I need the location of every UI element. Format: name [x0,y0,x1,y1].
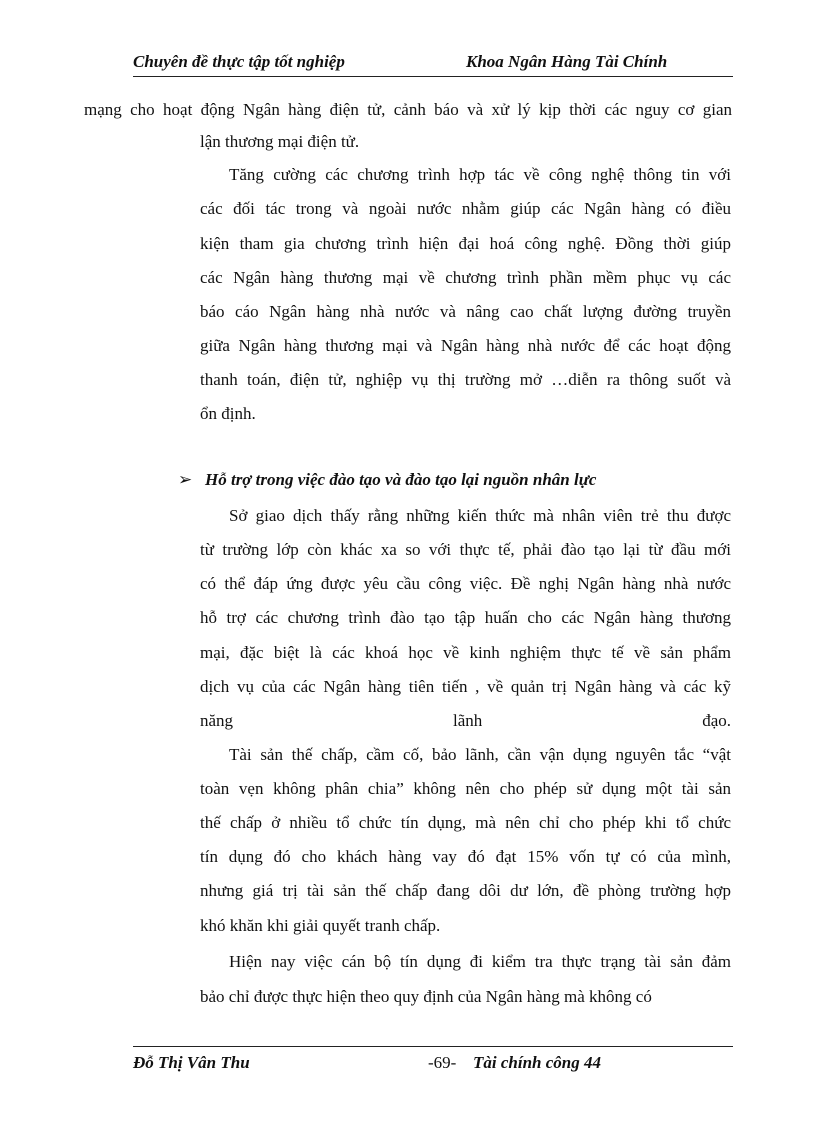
text-line: Hiện nay việc cán bộ tín dụng đi kiểm tra thực trạng tài sản đảm [229,952,731,971]
text-line: năng lãnh đạo. [200,711,731,730]
page-number: -69- [428,1053,457,1072]
text-line: giữa Ngân hàng thương mại và Ngân hàng nhà nước để các hoạt động [200,336,731,355]
footer-class: Tài chính công 44 [473,1053,601,1072]
text-line: có thể đáp ứng được yêu cầu công việc. Đề nghị Ngân hàng nhà nước [200,574,731,593]
text-line: mạng cho hoạt động Ngân hàng điện tử, cảnh báo và xử lý kịp thời các nguy cơ gian [84,100,732,119]
text-line: báo cáo Ngân hàng nhà nước và nâng cao chất lượng đường truyền [200,302,731,321]
text-line: ổn định. [200,404,256,423]
section-heading: Hỗ trợ trong việc đào tạo và đào tạo lại nguồn nhân lực [205,470,597,489]
text-line: các đối tác trong và ngoài nước nhằm giúp các Ngân hàng có điều [200,199,731,218]
text-line: Tài sản thế chấp, cầm cố, bảo lãnh, cần vận dụng nguyên tắc “vật [229,745,731,764]
text-line: tín dụng đó cho khách hàng vay đó đạt 15% vốn tự có của mình, [200,847,731,866]
bullet-arrow-icon: ➢ [178,470,193,489]
text-line: mại, đặc biệt là các khoá học về kinh nghiệm thực tế về sản phẩm [200,643,731,662]
page-footer [133,1046,733,1072]
text-line: lận thương mại điện tử. [200,132,360,151]
text-line: từ trường lớp còn khác xa so với thực tế, phải đào tạo lại từ đầu mới [200,540,731,559]
text-line: bảo chỉ được thực hiện theo quy định của Ngân hàng mà không có [200,987,652,1006]
page-header [133,52,733,77]
text-line: thế chấp ở nhiều tổ chức tín dụng, mà nên chỉ cho phép khi tổ chức [200,813,731,832]
header-title: Chuyên đề thực tập tốt nghiệp [133,52,345,71]
text-line: các Ngân hàng thương mại về chương trình phần mềm phục vụ các [200,268,731,287]
text-line: hỗ trợ các chương trình đào tạo tập huấn cho các Ngân hàng thương [200,608,731,627]
text-line: thanh toán, điện tử, nghiệp vụ thị trường mở …diễn ra thông suốt và [200,370,731,389]
text-line: kiện tham gia chương trình hiện đại hoá công nghệ. Đồng thời giúp [200,234,731,253]
footer-author: Đỗ Thị Vân Thu [133,1053,250,1072]
text-line: khó khăn khi giải quyết tranh chấp. [200,916,441,935]
text-line: nhưng giá trị tài sản thế chấp đang dôi dư lớn, đề phòng trường hợp [200,881,731,900]
text-line: Tăng cường các chương trình hợp tác về công nghệ thông tin với [229,165,731,184]
text-line: toàn vẹn không phân chia” không nên cho phép sử dụng một tài sản [200,779,731,798]
text-line: dịch vụ của các Ngân hàng tiên tiến , về quản trị Ngân hàng và các kỹ [200,677,731,696]
header-department: Khoa Ngân Hàng Tài Chính [466,52,668,71]
text-line: Sở giao dịch thấy rằng những kiến thức mà nhân viên trẻ thu được [229,506,731,525]
